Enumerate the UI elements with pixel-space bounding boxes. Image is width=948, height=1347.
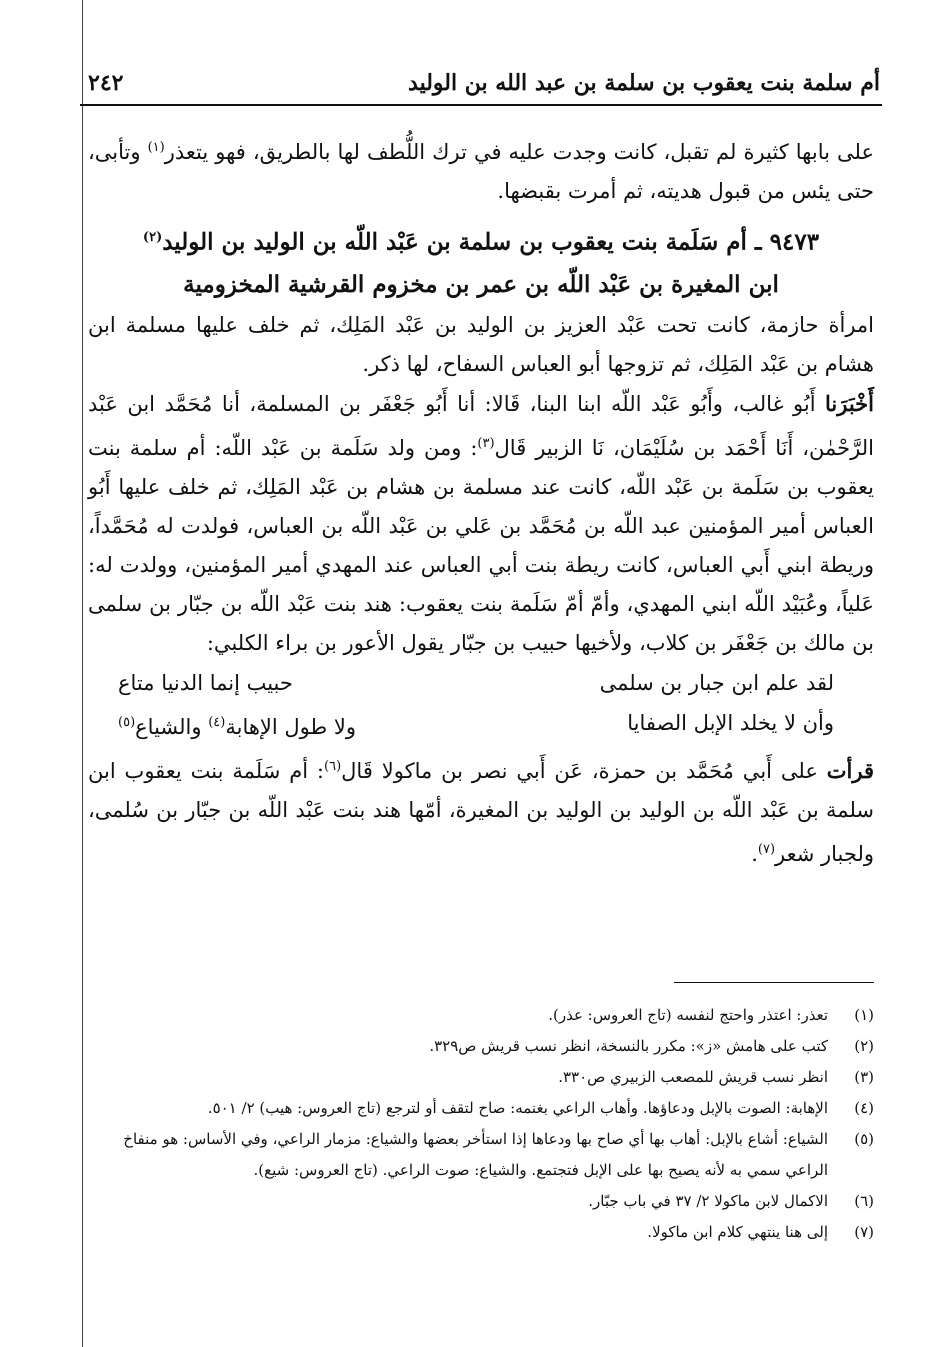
verse-line-2 bbox=[88, 703, 874, 747]
verse-1-second-hemistich: حبيب إنما الدنيا متاع bbox=[118, 670, 293, 695]
footnote-ref-4: (٤) bbox=[208, 714, 226, 730]
paragraph-reading: قرأت على أَبي مُحَمَّد بن حمزة، عَن أَبي نصر بن ماكولا قَال$^{(٦)}$: أم سَلَمة بنت يعقوب ابن سلمة بن عَبْد اللّه بن الوليد بن الوليد بن المغيرة، أمّها هند بنت عَبْد اللّه بن جبّار بن سُلمى، ولجبار شعر$^{(٧)}$. bbox=[88, 757, 875, 866]
verse-line-1 bbox=[88, 663, 874, 703]
footnote-ref-6: (٦) bbox=[324, 758, 342, 774]
footnote-ref-1: (١) bbox=[147, 140, 165, 155]
main-text bbox=[88, 128, 874, 874]
footnote-ref-5: (٥) bbox=[118, 714, 136, 730]
entry-heading bbox=[88, 217, 874, 306]
paragraph-continuation: على بابها كثيرة لم تقبل، كانت وجدت عليه في ترك اللُّطف لها بالطريق، فهو يتعذر$^{(١)}$ وتأبى، حتى يئس من قبول هديته، ثم أمرت بقبضها. bbox=[88, 140, 874, 203]
verse-2-first-hemistich: وأن لا يخلد الإبل الصفايا bbox=[627, 710, 834, 735]
entry-heading-line-2: ابن المغيرة بن عَبْد اللّه بن عمر بن مخزوم القرشية المخزومية bbox=[183, 270, 779, 298]
entry-heading-line-1: ٩٤٧٣ ـ أم سَلَمة بنت يعقوب بن سلمة بن عَبْد اللّه بن الوليد بن الوليد bbox=[162, 228, 820, 256]
footnote-rule bbox=[674, 982, 874, 983]
footnote-ref-3: (٣) bbox=[477, 435, 495, 451]
footnote: (١) تعذر: اعتذر واحتج لنفسه (تاج العروس: عذر). bbox=[548, 1006, 874, 1024]
poem bbox=[88, 663, 874, 747]
verse-2-second-hemistich: ولا طول الإهابة$^{(٤)}$ والشياع$^{(٥)}$ bbox=[118, 714, 357, 739]
footnote: (٣) انظر نسب قريش للمصعب الزبيري ص٣٣٠. bbox=[558, 1068, 874, 1086]
isnad-intro-word: أَخْبَرَنا bbox=[825, 390, 874, 416]
reading-intro-word: قرأت bbox=[826, 757, 875, 783]
page-number: ٢٤٢ bbox=[88, 70, 124, 96]
binding-edge-line bbox=[82, 0, 83, 1347]
page-header bbox=[88, 66, 880, 100]
verse-1-first-hemistich: لقد علم ابن جبار بن سلمى bbox=[599, 670, 834, 695]
header-rule bbox=[80, 104, 882, 106]
paragraph-isnad: أَخْبَرَنا أَبُو غالب، وأَبُو عَبْد اللّه ابنا البنا، قَالا: أنا أَبُو جَعْفَر بن المسلمة، أنا مُحَمَّد ابن عَبْد الرَّحْمٰن، أَنَا أَحْمَد بن سُلَيْمَان، نَا الزبير قَال$^{(٣)}$: ومن ولد سَلَمة بن عَبْد اللّه: أم سلمة بنت يعقوب بن سَلَمة بن عَبْد اللّه، كانت عند مسلمة بن هشام بن عَبْد المَلِك، ثم خلف عليها أَبُو العباس أمير المؤمنين عبد اللّه بن مُحَمَّد بن عَلي بن عَبْد اللّه بن العباس، فولدت له مُحَمَّداً، وريطة ابني أَبي العباس، كانت ريطة بنت أبي العباس عند المهدي أمير المؤمنين، وولدت له: عَلياً، وعُبَيْد اللّه ابني المهدي، وأمّ أمّ سَلَمة بنت يعقوب: هند بنت عَبْد اللّه بن جبّار بن سلمى بن مالك بن جَعْفَر بن كلاب، ولأخيها حبيب بن جبّار يقول الأعور بن براء الكلبي: bbox=[88, 390, 874, 655]
footnote: (٥) الشياع: أشاع بالإبل: أهاب بها أي صاح بها ودعاها إذا استأخر بعضها والشياع: مزمار الراعي، وفي الأساس: هو منفاخ الراعي سمي به لأنه يصيح بها على الإبل فتجتمع. والشياع: صوت الراعي. (تاج العروس: شيع). bbox=[123, 1130, 874, 1179]
paragraph-biography: امرأة حازمة، كانت تحت عَبْد العزيز بن الوليد بن عَبْد المَلِك، ثم خلف عليها مسلمة ابن هشام بن عَبْد المَلِك، ثم تزوجها أبو العباس السفاح، لها ذكر. bbox=[88, 312, 874, 376]
footnote: (٢) كتب على هامش «ز»: مكرر بالنسخة، انظر نسب قريش ص٣٢٩. bbox=[429, 1037, 874, 1055]
footnote-ref-2: (٢) bbox=[142, 230, 163, 245]
footnote: (٧) إلى هنا ينتهي كلام ابن ماكولا. bbox=[647, 1223, 874, 1241]
footnote: (٦) الاكمال لابن ماكولا ٢/ ٣٧ في باب جبّار. bbox=[588, 1192, 874, 1210]
footnotes bbox=[88, 1000, 874, 1248]
running-title: أم سلمة بنت يعقوب بن سلمة بن عبد الله بن الوليد bbox=[408, 70, 880, 96]
footnote-ref-7: (٧) bbox=[757, 841, 776, 857]
footnote: (٤) الإهابة: الصوت بالإبل ودعاؤها. وأهاب الراعي بغنمه: صاح لتقف أو لترجع (تاج العروس: هيب) ٢/ ٥٠١. bbox=[207, 1099, 874, 1117]
